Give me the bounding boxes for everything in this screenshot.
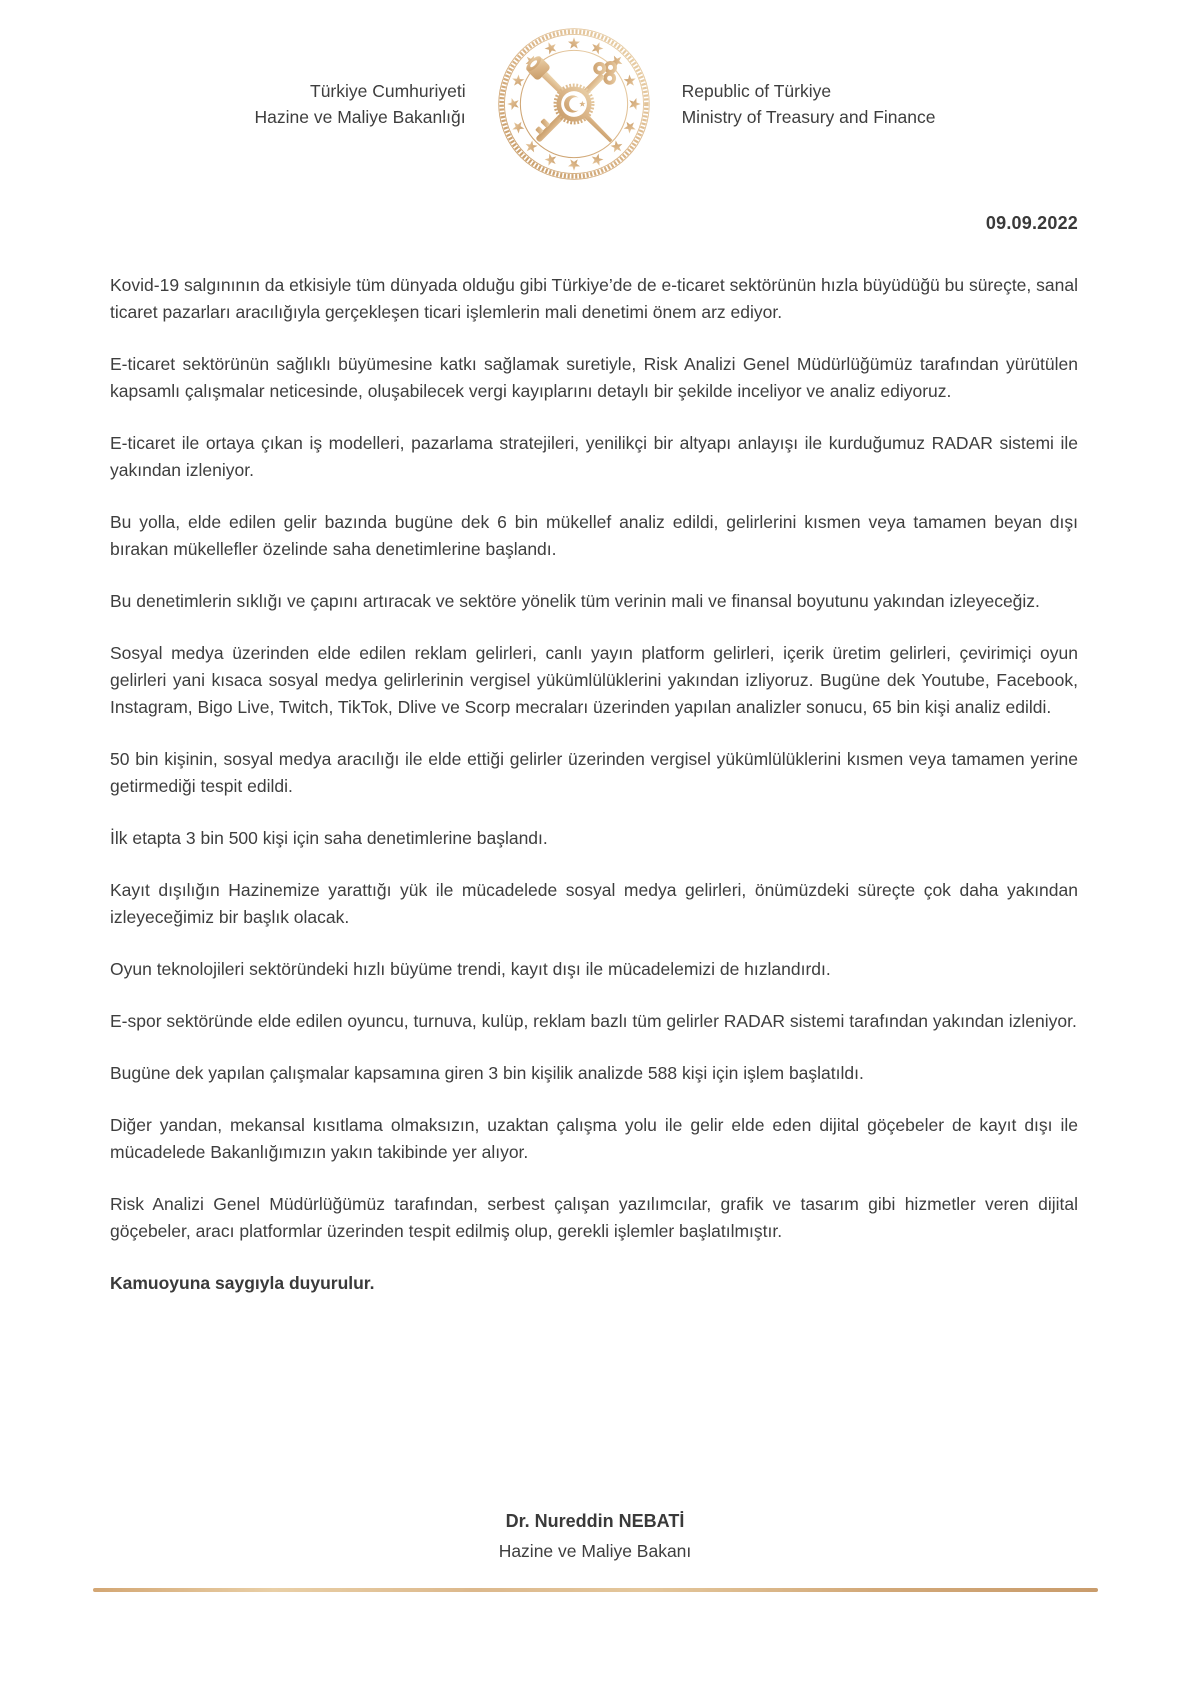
closing-statement: Kamuoyuna saygıyla duyurulur. [110,1273,375,1293]
paragraph: Oyun teknolojileri sektöründeki hızlı büyüme trendi, kayıt dışı ile mücadelemizi de hızlandırdı. [110,959,831,979]
org-name-tr-line2: Hazine ve Maliye Bakanlığı [254,107,466,127]
document-body [110,272,1078,1322]
org-name-tr-line1: Türkiye Cumhuriyeti [310,81,466,101]
paragraph: Bugüne dek yapılan çalışmalar kapsamına giren 3 bin kişilik analizde 588 kişi için işlem başlatıldı. [110,1063,864,1083]
paragraph: 50 bin kişinin, sosyal medya aracılığı ile elde ettiği gelirler üzerinden vergisel yükümlülüklerini kısmen veya tamamen yerine getirmediği tespit edildi. [110,749,1078,796]
org-name-en-line1: Republic of Türkiye [681,81,832,101]
ministry-emblem-icon [496,26,652,182]
org-name-turkish [255,78,466,130]
letterhead [0,26,1190,182]
signatory-title: Hazine ve Maliye Bakanı [498,1541,692,1561]
paragraph: Risk Analizi Genel Müdürlüğümüz tarafından, serbest çalışan yazılımcılar, grafik ve tasarım gibi hizmetler veren dijital göçebeler, aracı platformlar üzerinden tespit edilmiş olup, gerekli işlemler başlatılmıştır. [110,1194,1078,1241]
paragraph: E-spor sektöründe elde edilen oyuncu, turnuva, kulüp, reklam bazlı tüm gelirler RADAR sistemi tarafından yakından izleniyor. [110,1011,1077,1031]
paragraph: E-ticaret sektörünün sağlıklı büyümesine katkı sağlamak suretiyle, Risk Analizi Genel Müdürlüğümüz tarafından yürütülen kapsamlı çalışmalar neticesinde, oluşabilecek vergi kayıplarını detaylı bir şekilde inceliyor ve analiz ediyoruz. [110,354,1078,401]
signature-block [0,1506,1190,1566]
paragraph: Sosyal medya üzerinden elde edilen reklam gelirleri, canlı yayın platform gelirleri, içerik üretim gelirleri, çevirimiçi oyun gelirleri yani kısaca sosyal medya gelirlerinin vergisel yükümlülüklerini yakından izliyoruz. Bugüne dek Youtube, Facebook, Instagram, Bigo Live, Twitch, TikTok, Dlive ve Scorp mecraları üzerinden yapılan analizler sonucu, 65 bin kişi analiz edildi. [110,643,1078,717]
paragraph: E-ticaret ile ortaya çıkan iş modelleri, pazarlama stratejileri, yenilikçi bir altyapı anlayışı ile kurduğumuz RADAR sistemi ile yakından izleniyor. [110,433,1078,480]
paragraph: İlk etapta 3 bin 500 kişi için saha denetimlerine başlandı. [110,828,548,848]
org-name-english [682,78,936,130]
document-date: 09.09.2022 [985,213,1078,233]
paragraph: Bu yolla, elde edilen gelir bazında bugüne dek 6 bin mükellef analiz edildi, gelirlerini kısmen veya tamamen beyan dışı bırakan mükellefler özelinde saha denetimlerine başlandı. [110,512,1078,559]
signatory-name: Dr. Nureddin NEBATİ [505,1511,685,1531]
paragraph: Kovid-19 salgınının da etkisiyle tüm dünyada olduğu gibi Türkiye’de de e-ticaret sektörünün hızla büyüdüğü bu süreçte, sanal ticaret pazarları aracılığıyla gerçekleşen ticari işlemlerin mali denetimi önem arz ediyor. [110,275,1078,322]
paragraph: Diğer yandan, mekansal kısıtlama olmaksızın, uzaktan çalışma yolu ile gelir elde eden dijital göçebeler de kayıt dışı ile mücadelede Bakanlığımızın yakın takibinde yer alıyor. [110,1115,1078,1162]
paragraph: Kayıt dışılığın Hazinemize yarattığı yük ile mücadelede sosyal medya gelirleri, önümüzdeki süreçte çok daha yakından izleyeceğimiz bir başlık olacak. [110,880,1078,927]
org-name-en-line2: Ministry of Treasury and Finance [681,107,936,127]
paragraph: Bu denetimlerin sıklığı ve çapını artıracak ve sektöre yönelik tüm verinin mali ve finansal boyutunu yakından izleyeceğiz. [110,591,1040,611]
footer-gold-rule [93,1588,1098,1592]
